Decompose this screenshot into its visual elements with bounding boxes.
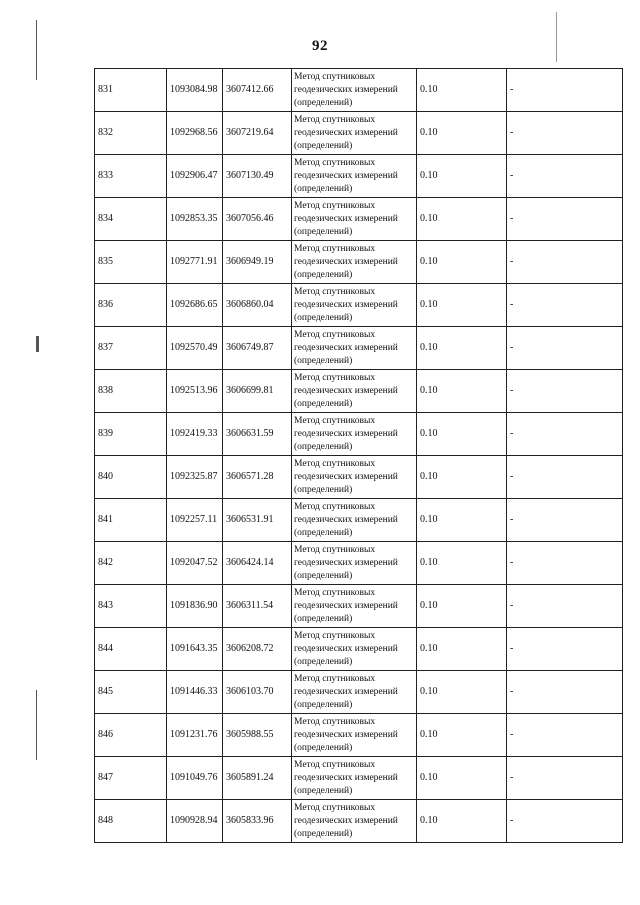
accuracy-cell: 0.10 [417, 370, 507, 413]
method-cell: Метод спутниковых геодезических измерений (определений) [292, 370, 417, 413]
x-coordinate-cell: 1091049.76 [167, 757, 223, 800]
point-number-cell: 836 [95, 284, 167, 327]
y-coordinate-cell: 3607056.46 [223, 198, 292, 241]
x-coordinate-cell: 1092906.47 [167, 155, 223, 198]
x-coordinate-cell: 1091446.33 [167, 671, 223, 714]
point-number-cell: 847 [95, 757, 167, 800]
method-cell: Метод спутниковых геодезических измерений (определений) [292, 112, 417, 155]
table-row [95, 714, 623, 757]
point-number-cell: 838 [95, 370, 167, 413]
accuracy-cell: 0.10 [417, 327, 507, 370]
scan-margin-mark [36, 336, 39, 352]
table-row [95, 671, 623, 714]
x-coordinate-cell: 1092047.52 [167, 542, 223, 585]
x-coordinate-cell: 1092513.96 [167, 370, 223, 413]
x-coordinate-cell: 1092686.65 [167, 284, 223, 327]
accuracy-cell: 0.10 [417, 112, 507, 155]
method-cell: Метод спутниковых геодезических измерений (определений) [292, 155, 417, 198]
y-coordinate-cell: 3606949.19 [223, 241, 292, 284]
method-cell: Метод спутниковых геодезических измерений (определений) [292, 800, 417, 843]
table-row [95, 284, 623, 327]
y-coordinate-cell: 3606699.81 [223, 370, 292, 413]
y-coordinate-cell: 3606860.04 [223, 284, 292, 327]
point-number-cell: 831 [95, 69, 167, 112]
point-number-cell: 848 [95, 800, 167, 843]
method-cell: Метод спутниковых геодезических измерений (определений) [292, 585, 417, 628]
table-row [95, 800, 623, 843]
note-cell: - [507, 757, 623, 800]
x-coordinate-cell: 1092325.87 [167, 456, 223, 499]
accuracy-cell: 0.10 [417, 241, 507, 284]
method-cell: Метод спутниковых геодезических измерений (определений) [292, 241, 417, 284]
coordinates-table [94, 68, 623, 843]
x-coordinate-cell: 1091836.90 [167, 585, 223, 628]
accuracy-cell: 0.10 [417, 69, 507, 112]
y-coordinate-cell: 3606749.87 [223, 327, 292, 370]
accuracy-cell: 0.10 [417, 542, 507, 585]
accuracy-cell: 0.10 [417, 456, 507, 499]
table-body [95, 69, 623, 843]
y-coordinate-cell: 3607130.49 [223, 155, 292, 198]
table-row [95, 413, 623, 456]
table-row [95, 241, 623, 284]
note-cell: - [507, 800, 623, 843]
scan-margin-line [36, 690, 37, 760]
point-number-cell: 833 [95, 155, 167, 198]
point-number-cell: 840 [95, 456, 167, 499]
y-coordinate-cell: 3606571.28 [223, 456, 292, 499]
method-cell: Метод спутниковых геодезических измерений (определений) [292, 413, 417, 456]
table-row [95, 499, 623, 542]
y-coordinate-cell: 3605988.55 [223, 714, 292, 757]
accuracy-cell: 0.10 [417, 628, 507, 671]
x-coordinate-cell: 1090928.94 [167, 800, 223, 843]
y-coordinate-cell: 3606208.72 [223, 628, 292, 671]
note-cell: - [507, 69, 623, 112]
x-coordinate-cell: 1092570.49 [167, 327, 223, 370]
note-cell: - [507, 155, 623, 198]
method-cell: Метод спутниковых геодезических измерений (определений) [292, 284, 417, 327]
coordinates-table-container [94, 68, 623, 843]
table-row [95, 757, 623, 800]
note-cell: - [507, 284, 623, 327]
table-row [95, 585, 623, 628]
x-coordinate-cell: 1091231.76 [167, 714, 223, 757]
table-row [95, 69, 623, 112]
note-cell: - [507, 456, 623, 499]
note-cell: - [507, 370, 623, 413]
y-coordinate-cell: 3606311.54 [223, 585, 292, 628]
x-coordinate-cell: 1092853.35 [167, 198, 223, 241]
accuracy-cell: 0.10 [417, 585, 507, 628]
accuracy-cell: 0.10 [417, 800, 507, 843]
accuracy-cell: 0.10 [417, 499, 507, 542]
note-cell: - [507, 714, 623, 757]
note-cell: - [507, 198, 623, 241]
note-cell: - [507, 241, 623, 284]
note-cell: - [507, 112, 623, 155]
table-row [95, 327, 623, 370]
table-row [95, 198, 623, 241]
note-cell: - [507, 585, 623, 628]
accuracy-cell: 0.10 [417, 714, 507, 757]
method-cell: Метод спутниковых геодезических измерений (определений) [292, 499, 417, 542]
y-coordinate-cell: 3607412.66 [223, 69, 292, 112]
point-number-cell: 843 [95, 585, 167, 628]
accuracy-cell: 0.10 [417, 671, 507, 714]
x-coordinate-cell: 1092257.11 [167, 499, 223, 542]
accuracy-cell: 0.10 [417, 198, 507, 241]
accuracy-cell: 0.10 [417, 284, 507, 327]
point-number-cell: 835 [95, 241, 167, 284]
table-row [95, 370, 623, 413]
method-cell: Метод спутниковых геодезических измерений (определений) [292, 671, 417, 714]
y-coordinate-cell: 3605891.24 [223, 757, 292, 800]
method-cell: Метод спутниковых геодезических измерений (определений) [292, 327, 417, 370]
table-row [95, 155, 623, 198]
y-coordinate-cell: 3606631.59 [223, 413, 292, 456]
page-number: 92 [312, 38, 328, 54]
method-cell: Метод спутниковых геодезических измерений (определений) [292, 714, 417, 757]
point-number-cell: 845 [95, 671, 167, 714]
accuracy-cell: 0.10 [417, 155, 507, 198]
point-number-cell: 832 [95, 112, 167, 155]
note-cell: - [507, 628, 623, 671]
x-coordinate-cell: 1091643.35 [167, 628, 223, 671]
method-cell: Метод спутниковых геодезических измерений (определений) [292, 542, 417, 585]
y-coordinate-cell: 3606531.91 [223, 499, 292, 542]
table-row [95, 456, 623, 499]
note-cell: - [507, 413, 623, 456]
note-cell: - [507, 499, 623, 542]
point-number-cell: 837 [95, 327, 167, 370]
note-cell: - [507, 542, 623, 585]
note-cell: - [507, 671, 623, 714]
table-row [95, 112, 623, 155]
point-number-cell: 834 [95, 198, 167, 241]
x-coordinate-cell: 1092419.33 [167, 413, 223, 456]
x-coordinate-cell: 1092771.91 [167, 241, 223, 284]
table-row [95, 542, 623, 585]
method-cell: Метод спутниковых геодезических измерений (определений) [292, 757, 417, 800]
point-number-cell: 839 [95, 413, 167, 456]
accuracy-cell: 0.10 [417, 757, 507, 800]
method-cell: Метод спутниковых геодезических измерений (определений) [292, 628, 417, 671]
y-coordinate-cell: 3606103.70 [223, 671, 292, 714]
y-coordinate-cell: 3606424.14 [223, 542, 292, 585]
table-row [95, 628, 623, 671]
point-number-cell: 842 [95, 542, 167, 585]
method-cell: Метод спутниковых геодезических измерений (определений) [292, 198, 417, 241]
x-coordinate-cell: 1093084.98 [167, 69, 223, 112]
y-coordinate-cell: 3605833.96 [223, 800, 292, 843]
point-number-cell: 841 [95, 499, 167, 542]
note-cell: - [507, 327, 623, 370]
point-number-cell: 844 [95, 628, 167, 671]
accuracy-cell: 0.10 [417, 413, 507, 456]
x-coordinate-cell: 1092968.56 [167, 112, 223, 155]
method-cell: Метод спутниковых геодезических измерений (определений) [292, 69, 417, 112]
method-cell: Метод спутниковых геодезических измерений (определений) [292, 456, 417, 499]
point-number-cell: 846 [95, 714, 167, 757]
y-coordinate-cell: 3607219.64 [223, 112, 292, 155]
